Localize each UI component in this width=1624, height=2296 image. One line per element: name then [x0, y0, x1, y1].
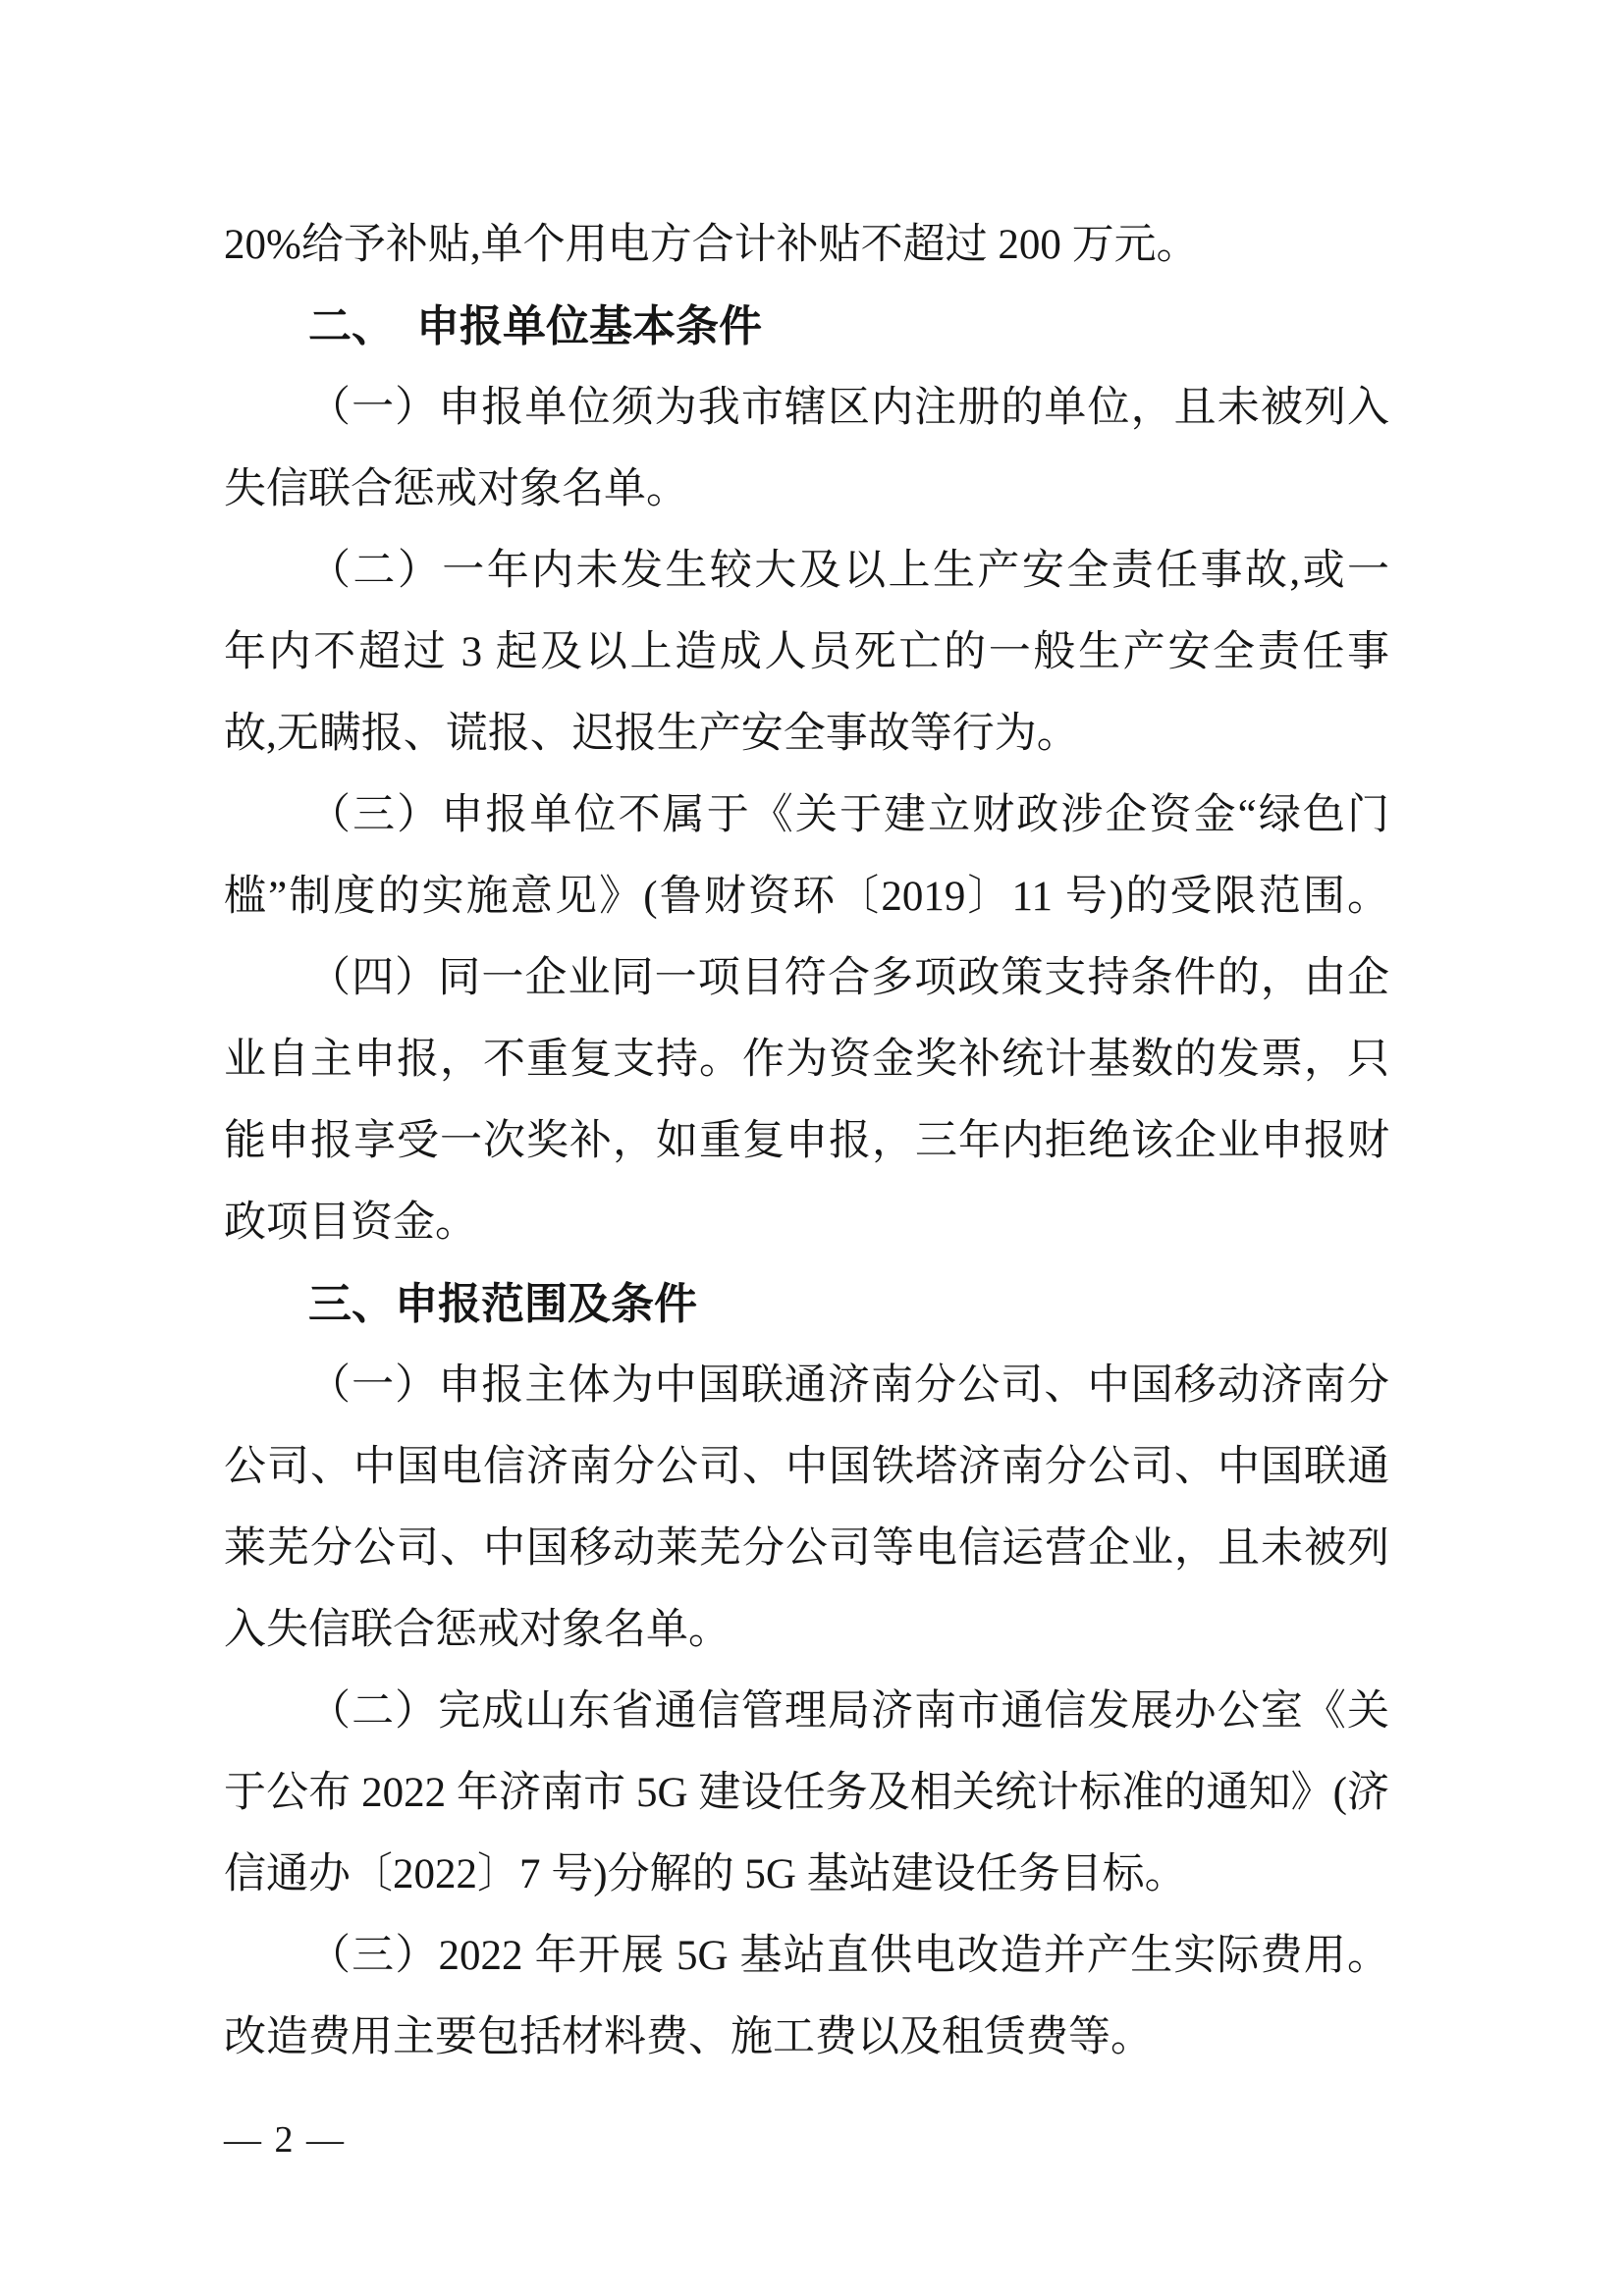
para-2-2-line-3: 故,无瞒报、谎报、迟报生产安全事故等行为。	[224, 711, 1079, 757]
para-2-4-line-2: 业自主申报，不重复支持。作为资金奖补统计基数的发票，只	[224, 1037, 1389, 1083]
para-3-2-line-1: （二）完成山东省通信管理局济南市通信发展办公室《关	[308, 1688, 1389, 1735]
page-number: — 2 —	[224, 2119, 346, 2161]
para-2-4-line-4: 政项目资金。	[224, 1200, 477, 1246]
para-2-4-line-1: （四）同一企业同一项目符合多项政策支持条件的，由企	[308, 955, 1389, 1001]
para-2-2-line-2: 年内不超过 3 起及以上造成人员死亡的一般生产安全责任事	[224, 629, 1389, 675]
para-3-1-line-4: 入失信联合惩戒对象名单。	[224, 1607, 731, 1653]
para-3-1-line-1: （一）申报主体为中国联通济南分公司、中国移动济南分	[308, 1362, 1389, 1409]
para-2-3-line-2: 槛”制度的实施意见》(鲁财资环〔2019〕11 号)的受限范围。	[224, 874, 1389, 920]
para-3-2-line-3: 信通办〔2022〕7 号)分解的 5G 基站建设任务目标。	[224, 1851, 1187, 1897]
para-2-4-line-3: 能申报享受一次奖补，如重复申报，三年内拒绝该企业申报财	[224, 1118, 1389, 1164]
para-3-3-line-1: （三）2022 年开展 5G 基站直供电改造并产生实际费用。	[308, 1933, 1389, 1979]
section-3-heading: 三、申报范围及条件	[308, 1280, 697, 1328]
para-2-3-line-1: （三）申报单位不属于《关于建立财政涉企资金“绿色门	[308, 792, 1389, 838]
para-3-2-line-2: 于公布 2022 年济南市 5G 建设任务及相关统计标准的通知》(济	[224, 1770, 1389, 1816]
para-2-1-line-1: （一）申报单位须为我市辖区内注册的单位，且未被列入	[308, 385, 1389, 431]
para-2-2-line-1: （二）一年内未发生较大及以上生产安全责任事故,或一	[308, 548, 1389, 594]
section-2-heading: 二、 申报单位基本条件	[308, 302, 762, 350]
para-2-1-line-2: 失信联合惩戒对象名单。	[224, 466, 688, 512]
document-body	[224, 204, 1389, 2078]
continuation-line: 20%给予补贴,单个用电方合计补贴不超过 200 万元。	[224, 222, 1199, 268]
para-3-3-line-2: 改造费用主要包括材料费、施工费以及租赁费等。	[224, 2014, 1153, 2060]
para-3-1-line-3: 莱芜分公司、中国移动莱芜分公司等电信运营企业，且未被列	[224, 1525, 1389, 1572]
para-3-1-line-2: 公司、中国电信济南分公司、中国铁塔济南分公司、中国联通	[224, 1444, 1389, 1490]
